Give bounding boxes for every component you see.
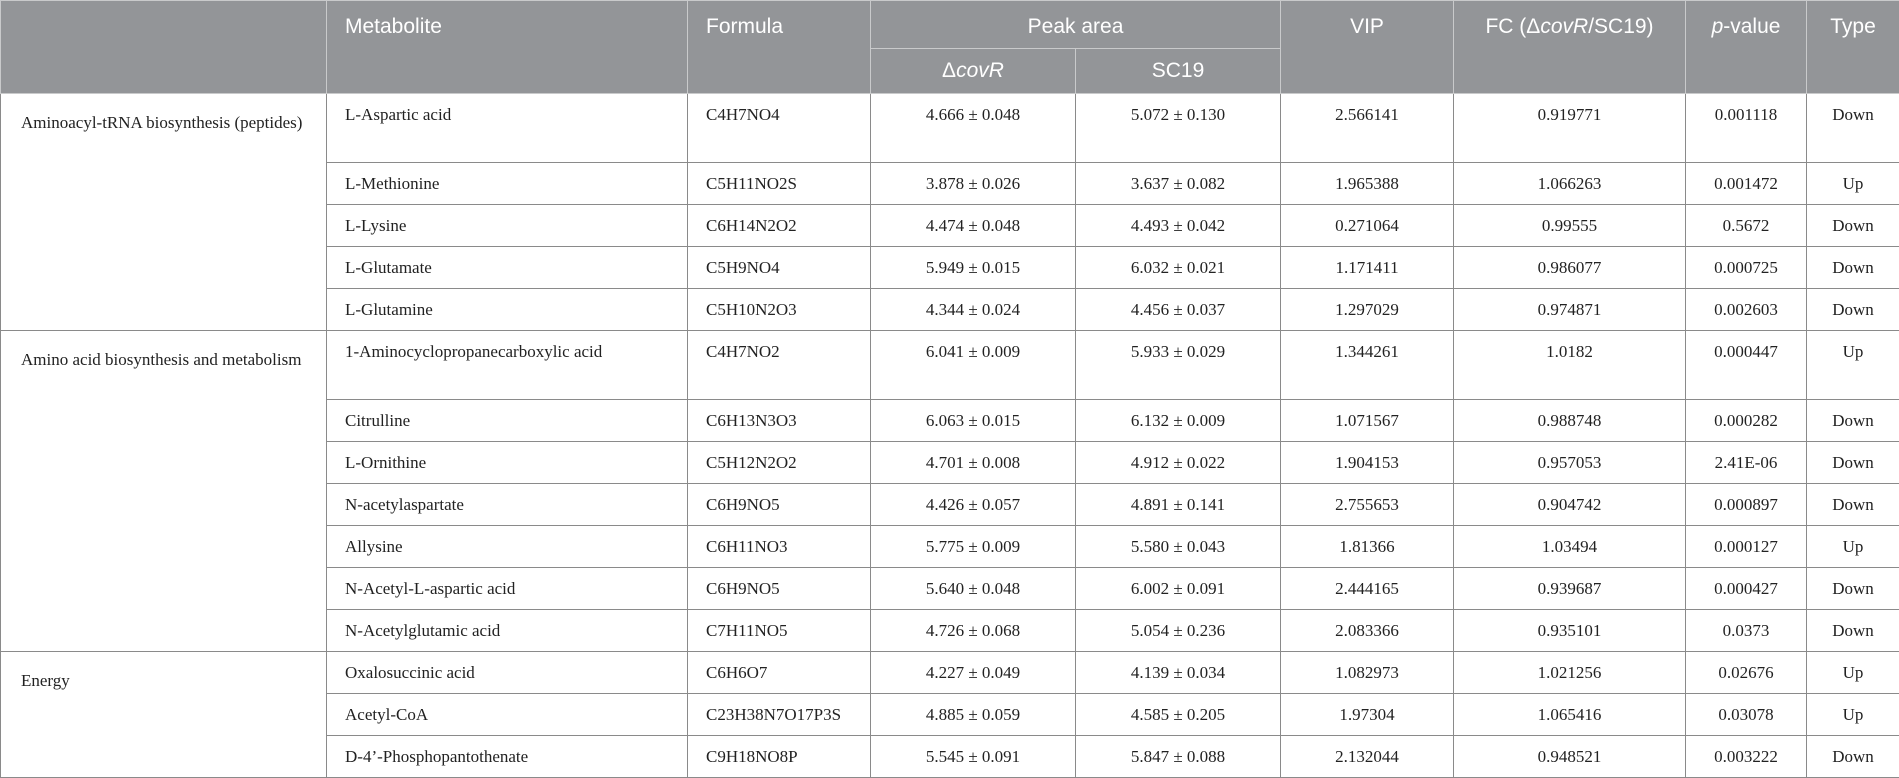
- p-value-cell: 0.03078: [1686, 694, 1807, 736]
- table-row: [1, 94, 1899, 163]
- metabolite-cell: Oxalosuccinic acid: [327, 652, 688, 694]
- p-value-cell: 0.000127: [1686, 526, 1807, 568]
- covr-cell: 6.063 ± 0.015: [871, 400, 1076, 442]
- covr-cell: 4.474 ± 0.048: [871, 205, 1076, 247]
- covr-cell: 4.426 ± 0.057: [871, 484, 1076, 526]
- header-fc-suffix: /SC19): [1588, 15, 1653, 38]
- vip-cell: 1.904153: [1281, 442, 1454, 484]
- metabolite-cell: N-acetylaspartate: [327, 484, 688, 526]
- sc19-cell: 4.456 ± 0.037: [1076, 289, 1281, 331]
- type-cell: Up: [1807, 163, 1899, 205]
- covr-cell: 4.726 ± 0.068: [871, 610, 1076, 652]
- fc-cell: 1.065416: [1454, 694, 1686, 736]
- type-cell: Up: [1807, 694, 1899, 736]
- formula-cell: C4H7NO4: [688, 94, 871, 163]
- sc19-cell: 5.847 ± 0.088: [1076, 736, 1281, 778]
- header-vip: VIP: [1281, 1, 1454, 94]
- p-value-cell: 0.000897: [1686, 484, 1807, 526]
- fc-cell: 0.935101: [1454, 610, 1686, 652]
- type-cell: Up: [1807, 331, 1899, 400]
- formula-cell: C6H11NO3: [688, 526, 871, 568]
- fc-cell: 1.021256: [1454, 652, 1686, 694]
- category-cell: Aminoacyl-tRNA biosynthesis (peptides): [1, 94, 327, 331]
- formula-cell: C6H9NO5: [688, 568, 871, 610]
- p-value-cell: 0.000427: [1686, 568, 1807, 610]
- header-sc19: SC19: [1076, 49, 1281, 94]
- header-type: Type: [1807, 1, 1899, 94]
- type-cell: Up: [1807, 526, 1899, 568]
- header-p-value: [1686, 1, 1807, 94]
- vip-cell: 2.444165: [1281, 568, 1454, 610]
- type-cell: Down: [1807, 289, 1899, 331]
- header-delta-symbol: Δ: [942, 59, 956, 82]
- vip-cell: 1.082973: [1281, 652, 1454, 694]
- formula-cell: C5H11NO2S: [688, 163, 871, 205]
- fc-cell: 1.03494: [1454, 526, 1686, 568]
- type-cell: Down: [1807, 610, 1899, 652]
- type-cell: Down: [1807, 94, 1899, 163]
- vip-cell: 2.755653: [1281, 484, 1454, 526]
- vip-cell: 1.965388: [1281, 163, 1454, 205]
- covr-cell: 5.640 ± 0.048: [871, 568, 1076, 610]
- metabolite-cell: L-Glutamate: [327, 247, 688, 289]
- vip-cell: 0.271064: [1281, 205, 1454, 247]
- p-value-cell: 0.5672: [1686, 205, 1807, 247]
- formula-cell: C7H11NO5: [688, 610, 871, 652]
- vip-cell: 1.297029: [1281, 289, 1454, 331]
- fc-cell: 0.957053: [1454, 442, 1686, 484]
- type-cell: Down: [1807, 442, 1899, 484]
- sc19-cell: 4.585 ± 0.205: [1076, 694, 1281, 736]
- type-cell: Down: [1807, 736, 1899, 778]
- header-metabolite: Metabolite: [327, 1, 688, 94]
- p-value-cell: 0.000447: [1686, 331, 1807, 400]
- fc-cell: 0.986077: [1454, 247, 1686, 289]
- metabolite-cell: N-Acetylglutamic acid: [327, 610, 688, 652]
- p-value-cell: 0.001472: [1686, 163, 1807, 205]
- type-cell: Up: [1807, 652, 1899, 694]
- fc-cell: 0.904742: [1454, 484, 1686, 526]
- fc-cell: 0.948521: [1454, 736, 1686, 778]
- fc-cell: 0.988748: [1454, 400, 1686, 442]
- fc-cell: 1.066263: [1454, 163, 1686, 205]
- metabolite-cell: Citrulline: [327, 400, 688, 442]
- type-cell: Down: [1807, 484, 1899, 526]
- sc19-cell: 4.912 ± 0.022: [1076, 442, 1281, 484]
- formula-cell: C5H10N2O3: [688, 289, 871, 331]
- metabolite-cell: L-Ornithine: [327, 442, 688, 484]
- p-value-cell: 0.000282: [1686, 400, 1807, 442]
- type-cell: Down: [1807, 568, 1899, 610]
- metabolite-cell: L-Lysine: [327, 205, 688, 247]
- category-cell: Energy: [1, 652, 327, 778]
- covr-cell: 6.041 ± 0.009: [871, 331, 1076, 400]
- fc-cell: 1.0182: [1454, 331, 1686, 400]
- category-cell: Amino acid biosynthesis and metabolism: [1, 331, 327, 652]
- p-value-cell: 0.02676: [1686, 652, 1807, 694]
- sc19-cell: 5.054 ± 0.236: [1076, 610, 1281, 652]
- metabolite-cell: N-Acetyl-L-aspartic acid: [327, 568, 688, 610]
- formula-cell: C6H13N3O3: [688, 400, 871, 442]
- header-formula: Formula: [688, 1, 871, 94]
- fc-cell: 0.974871: [1454, 289, 1686, 331]
- table-header: [1, 1, 1899, 94]
- header-p-italic: p: [1712, 15, 1724, 38]
- p-value-cell: 0.002603: [1686, 289, 1807, 331]
- formula-cell: C5H9NO4: [688, 247, 871, 289]
- type-cell: Down: [1807, 247, 1899, 289]
- sc19-cell: 4.891 ± 0.141: [1076, 484, 1281, 526]
- sc19-cell: 6.002 ± 0.091: [1076, 568, 1281, 610]
- formula-cell: C23H38N7O17P3S: [688, 694, 871, 736]
- table-row: [1, 331, 1899, 400]
- formula-cell: C6H6O7: [688, 652, 871, 694]
- vip-cell: 1.97304: [1281, 694, 1454, 736]
- sc19-cell: 5.580 ± 0.043: [1076, 526, 1281, 568]
- p-value-cell: 0.003222: [1686, 736, 1807, 778]
- sc19-cell: 4.493 ± 0.042: [1076, 205, 1281, 247]
- covr-cell: 5.545 ± 0.091: [871, 736, 1076, 778]
- fc-cell: 0.939687: [1454, 568, 1686, 610]
- covr-cell: 4.666 ± 0.048: [871, 94, 1076, 163]
- formula-cell: C6H9NO5: [688, 484, 871, 526]
- header-fc-covr: covR: [1540, 15, 1588, 38]
- covr-cell: 5.949 ± 0.015: [871, 247, 1076, 289]
- metabolite-cell: D-4’-Phosphopantothenate: [327, 736, 688, 778]
- header-covr-label: covR: [956, 59, 1004, 82]
- vip-cell: 1.344261: [1281, 331, 1454, 400]
- covr-cell: 4.344 ± 0.024: [871, 289, 1076, 331]
- header-delta-covr: [871, 49, 1076, 94]
- vip-cell: 1.071567: [1281, 400, 1454, 442]
- metabolite-cell: Acetyl-CoA: [327, 694, 688, 736]
- sc19-cell: 5.933 ± 0.029: [1076, 331, 1281, 400]
- fc-cell: 0.919771: [1454, 94, 1686, 163]
- covr-cell: 4.701 ± 0.008: [871, 442, 1076, 484]
- type-cell: Down: [1807, 400, 1899, 442]
- covr-cell: 4.885 ± 0.059: [871, 694, 1076, 736]
- header-category: [1, 1, 327, 94]
- table-body: [1, 94, 1899, 778]
- sc19-cell: 4.139 ± 0.034: [1076, 652, 1281, 694]
- sc19-cell: 5.072 ± 0.130: [1076, 94, 1281, 163]
- header-fc: [1454, 1, 1686, 94]
- table-row: [1, 652, 1899, 694]
- sc19-cell: 6.032 ± 0.021: [1076, 247, 1281, 289]
- type-cell: Down: [1807, 205, 1899, 247]
- vip-cell: 1.81366: [1281, 526, 1454, 568]
- metabolite-cell: Allysine: [327, 526, 688, 568]
- metabolite-cell: L-Glutamine: [327, 289, 688, 331]
- formula-cell: C5H12N2O2: [688, 442, 871, 484]
- p-value-cell: 0.001118: [1686, 94, 1807, 163]
- vip-cell: 2.083366: [1281, 610, 1454, 652]
- vip-cell: 2.566141: [1281, 94, 1454, 163]
- p-value-cell: 2.41E-06: [1686, 442, 1807, 484]
- header-p-suffix: -value: [1723, 15, 1780, 38]
- metabolite-cell: L-Methionine: [327, 163, 688, 205]
- vip-cell: 1.171411: [1281, 247, 1454, 289]
- metabolite-cell: 1-Aminocyclopropanecarboxylic acid: [327, 331, 688, 400]
- header-fc-prefix: FC (Δ: [1485, 15, 1540, 38]
- covr-cell: 3.878 ± 0.026: [871, 163, 1076, 205]
- vip-cell: 2.132044: [1281, 736, 1454, 778]
- formula-cell: C9H18NO8P: [688, 736, 871, 778]
- formula-cell: C6H14N2O2: [688, 205, 871, 247]
- sc19-cell: 6.132 ± 0.009: [1076, 400, 1281, 442]
- header-peak-area: Peak area: [871, 1, 1281, 49]
- covr-cell: 4.227 ± 0.049: [871, 652, 1076, 694]
- fc-cell: 0.99555: [1454, 205, 1686, 247]
- p-value-cell: 0.0373: [1686, 610, 1807, 652]
- metabolite-cell: L-Aspartic acid: [327, 94, 688, 163]
- sc19-cell: 3.637 ± 0.082: [1076, 163, 1281, 205]
- formula-cell: C4H7NO2: [688, 331, 871, 400]
- covr-cell: 5.775 ± 0.009: [871, 526, 1076, 568]
- p-value-cell: 0.000725: [1686, 247, 1807, 289]
